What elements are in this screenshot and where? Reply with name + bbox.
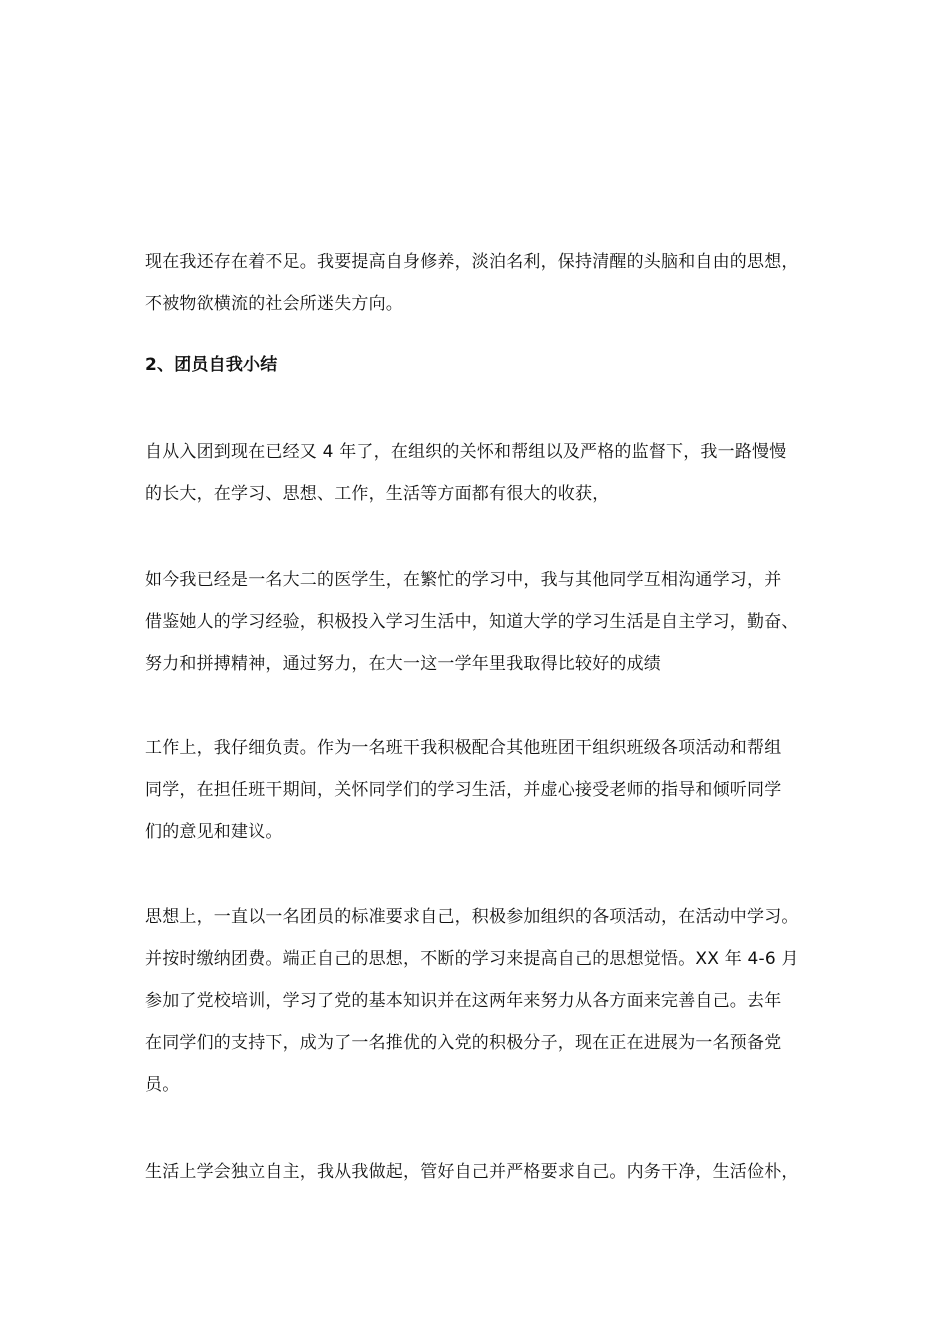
paragraph-line: 自从入团到现在已经又 4 年了，在组织的关怀和帮组以及严格的监督下，我一路慢慢	[145, 442, 787, 462]
paragraph-line: 思想上，一直以一名团员的标准要求自己，积极参加组织的各项活动，在活动中学习。	[145, 907, 799, 927]
paragraph-line: 们的意见和建议。	[145, 822, 283, 842]
paragraph-line: 同学，在担任班干期间，关怀同学们的学习生活，并虚心接受老师的指导和倾听同学	[145, 780, 782, 800]
paragraph-line: 努力和拼搏精神，通过努力，在大一这一学年里我取得比较好的成绩	[145, 654, 661, 674]
paragraph-line: 工作上，我仔细负责。作为一名班干我积极配合其他班团干组织班级各项活动和帮组	[145, 738, 782, 758]
paragraph-line: 员。	[145, 1075, 180, 1095]
paragraph-line: 参加了党校培训，学习了党的基本知识并在这两年来努力从各方面来完善自己。去年	[145, 991, 782, 1011]
paragraph-line: 如今我已经是一名大二的医学生，在繁忙的学习中，我与其他同学互相沟通学习，并	[145, 570, 782, 590]
paragraph-line: 的长大，在学习、思想、工作，生活等方面都有很大的收获，	[145, 484, 610, 504]
section-heading: 2、团员自我小结	[145, 355, 278, 375]
paragraph-line: 在同学们的支持下，成为了一名推优的入党的积极分子，现在正在进展为一名预备党	[145, 1033, 782, 1053]
paragraph-line: 借鉴她人的学习经验，积极投入学习生活中，知道大学的学习生活是自主学习，勤奋、	[145, 612, 799, 632]
paragraph-line: 生活上学会独立自主，我从我做起，管好自己并严格要求自己。内务干净，生活俭朴，	[145, 1162, 799, 1182]
paragraph-line: 现在我还存在着不足。我要提高自身修养，淡泊名利，保持清醒的头脑和自由的思想，	[145, 252, 799, 272]
paragraph-line: 不被物欲横流的社会所迷失方向。	[145, 294, 403, 314]
paragraph-line: 并按时缴纳团费。端正自己的思想，不断的学习来提高自己的思想觉悟。XX 年 4-6 月	[145, 949, 799, 969]
